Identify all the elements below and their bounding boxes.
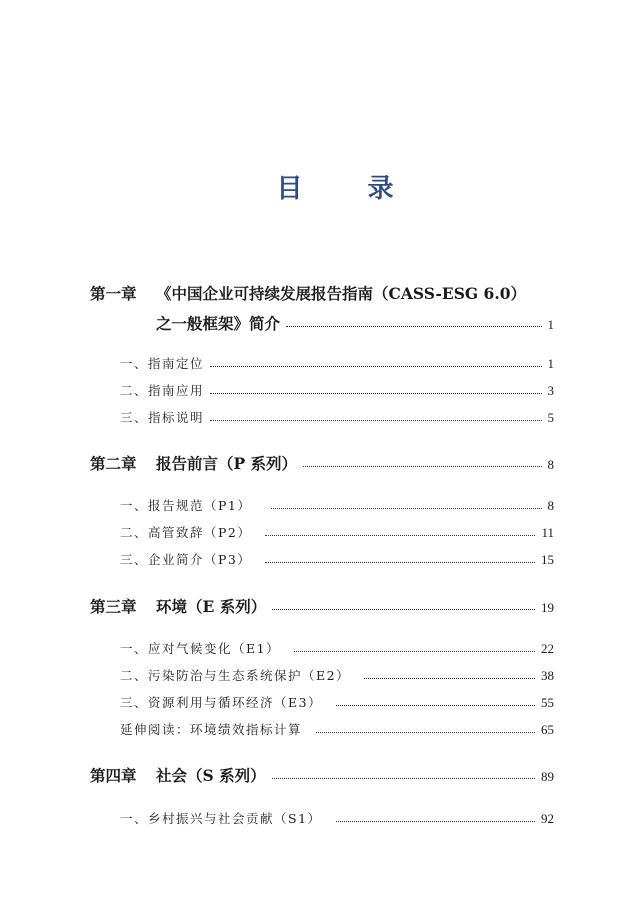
leader-dots [336,820,535,822]
entry-label: 三、资源利用与循环经济（E3） [120,695,323,710]
entry-label: 二、高管致辞（P2） [120,525,252,540]
toc-chapter-1-line1[interactable] [0,282,642,304]
toc-entry[interactable] [0,693,642,711]
page-number: 3 [547,383,554,398]
leader-dots [272,777,535,779]
toc-title: 目 录 [276,174,422,204]
toc-chapter-3[interactable] [0,595,642,617]
leader-dots [265,534,535,536]
leader-dots [271,507,541,509]
page-number: 19 [541,600,554,615]
chapter-number: 第二章 [90,454,137,473]
leader-dots [294,650,535,652]
entry-label: 二、污染防治与生态系统保护（E2） [120,668,351,683]
toc-entry[interactable] [0,496,642,514]
entry-label: 一、报告规范（P1） [120,498,252,513]
leader-dots [210,365,541,367]
leader-dots [272,608,535,610]
chapter-number: 第三章 [90,597,137,616]
entry-label: 一、应对气候变化（E1） [120,641,281,656]
chapter-title: 《中国企业可持续发展报告指南（CASS-ESG 6.0） [156,284,527,303]
leader-dots [316,731,535,733]
toc-entry-extended-reading[interactable] [0,720,642,738]
page-number: 1 [547,317,554,332]
leader-dots [210,419,541,421]
entry-label: 三、企业简介（P3） [120,552,252,567]
page-number: 92 [541,811,554,826]
leader-dots [265,561,535,563]
entry-label: 延伸阅读：环境绩效指标计算 [120,722,303,737]
chapter-number: 第一章 [90,284,137,303]
toc-chapter-1-line2[interactable] [0,312,642,334]
page-number: 5 [547,410,554,425]
chapter-title-cont: 之一般框架》简介 [156,314,281,333]
page-number: 38 [541,668,554,683]
page-number: 65 [541,722,554,737]
toc-chapter-2[interactable] [0,452,642,474]
leader-dots [303,465,541,467]
chapter-title: 报告前言（P 系列） [156,454,298,473]
leader-dots [210,392,541,394]
entry-label: 二、指南应用 [120,383,205,398]
entry-label: 一、指南定位 [120,356,205,371]
page-number: 11 [541,525,554,540]
page-number: 22 [541,641,554,656]
toc-entry[interactable] [0,639,642,657]
toc-entry[interactable] [0,809,642,827]
entry-label: 一、乡村振兴与社会贡献（S1） [120,811,322,826]
page-number: 89 [541,769,554,784]
toc-entry[interactable] [0,550,642,568]
chapter-number: 第四章 [90,766,137,785]
page-number: 8 [547,498,554,513]
toc-entry[interactable] [0,381,642,399]
toc-entry[interactable] [0,354,642,372]
toc-entry[interactable] [0,666,642,684]
page-number: 55 [541,695,554,710]
leader-dots [286,325,541,327]
page-number: 8 [547,457,554,472]
toc-entry[interactable] [0,408,642,426]
page-number: 1 [547,356,554,371]
leader-dots [364,677,535,679]
chapter-title: 社会（S 系列） [156,766,266,785]
toc-entry[interactable] [0,523,642,541]
entry-label: 三、指标说明 [120,410,205,425]
toc-chapter-4[interactable] [0,764,642,786]
page-number: 15 [541,552,554,567]
leader-dots [336,704,535,706]
chapter-title: 环境（E 系列） [156,597,267,616]
